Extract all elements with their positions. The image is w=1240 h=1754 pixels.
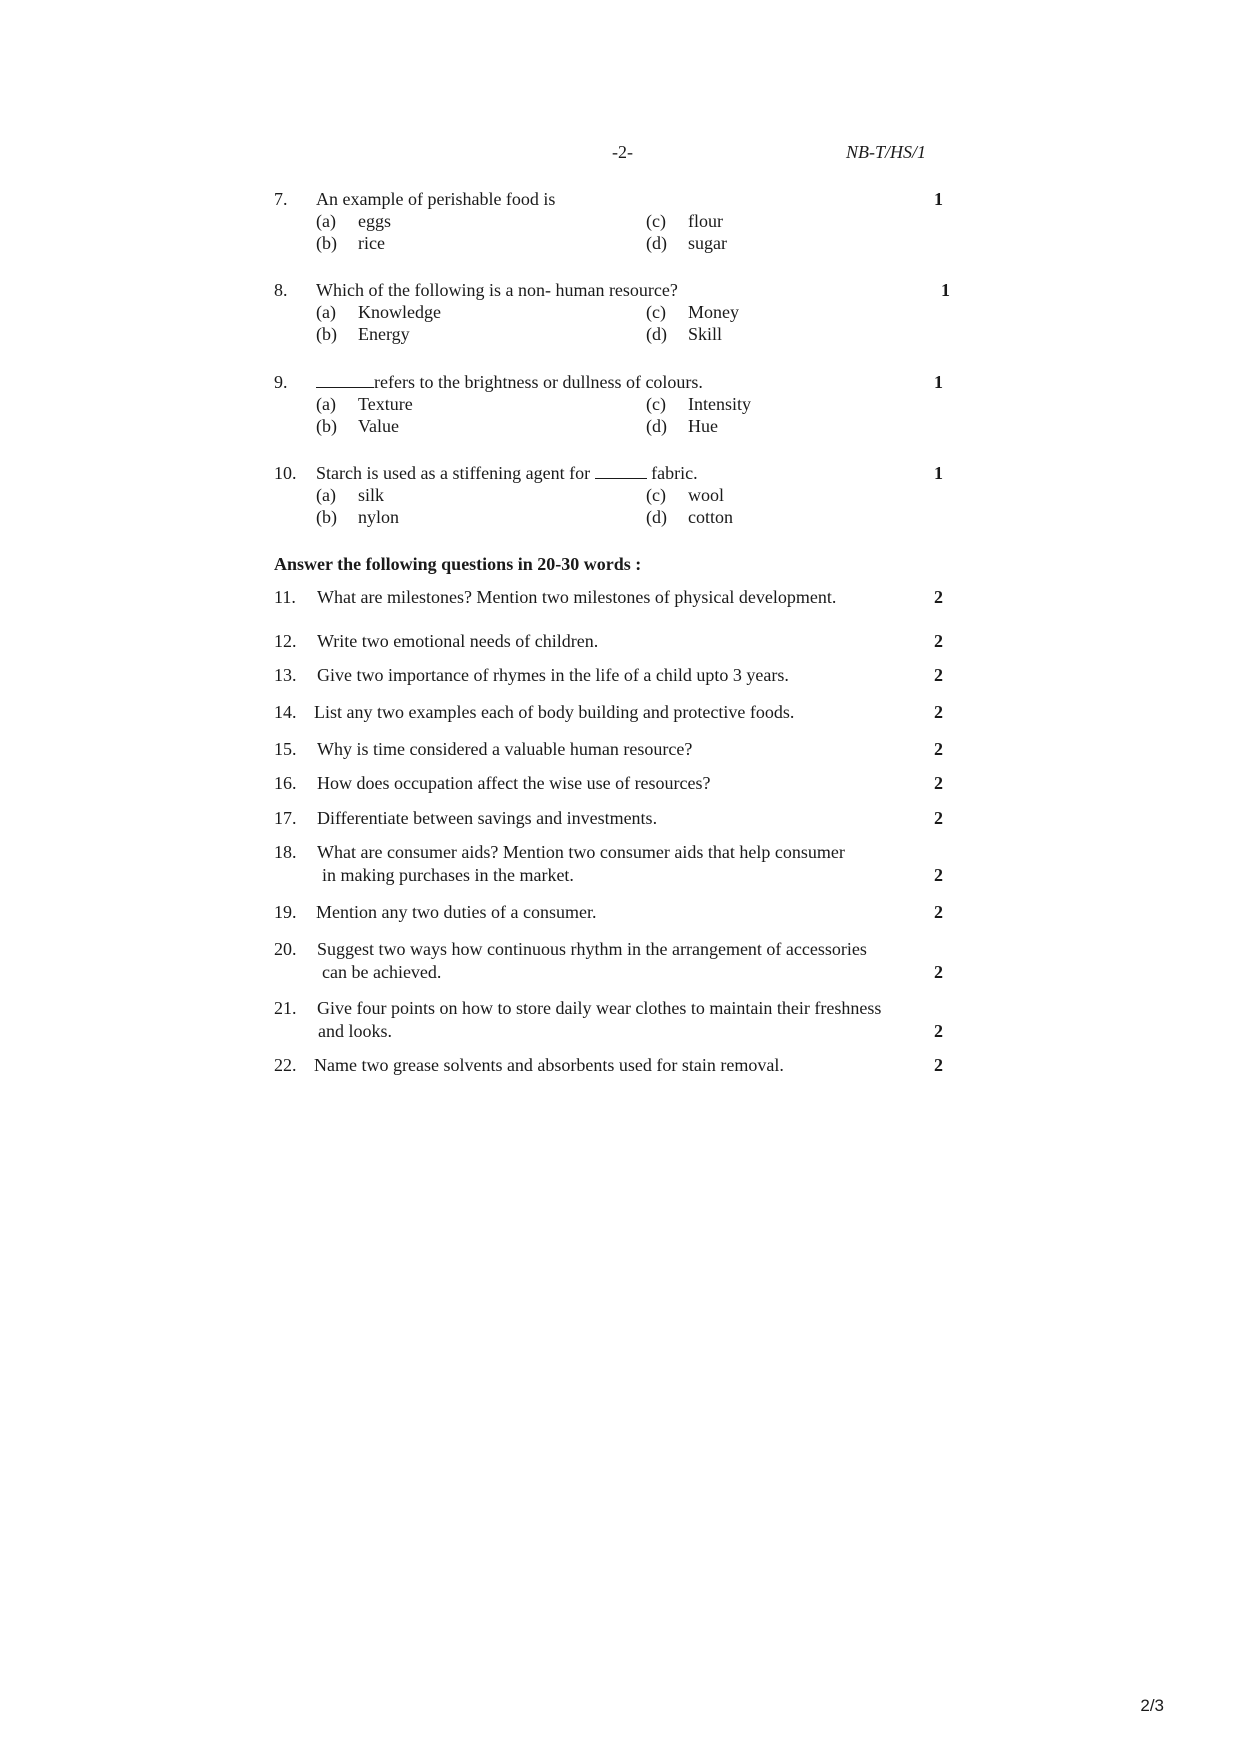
question-number: 20. <box>274 939 297 959</box>
option-label: (a) <box>316 302 336 322</box>
option-label: (a) <box>316 394 336 414</box>
marks: 2 <box>934 587 943 607</box>
paper-code: NB-T/HS/1 <box>846 142 927 162</box>
option-text: nylon <box>358 507 400 527</box>
question-text <box>316 373 703 391</box>
option-d <box>646 508 733 526</box>
option-label: (c) <box>646 302 666 322</box>
page-indicator: 2/3 <box>1140 1696 1164 1715</box>
option-label: (b) <box>316 233 337 253</box>
question-number: 9. <box>274 372 288 392</box>
option-text: silk <box>358 485 385 505</box>
question-text: An example of perishable food is <box>316 189 556 209</box>
option-text: wool <box>688 485 724 505</box>
question-text-after: fabric. <box>651 463 698 483</box>
option-a <box>316 303 441 321</box>
question-number: 16. <box>274 773 297 793</box>
option-text: Hue <box>688 416 718 436</box>
question-number: 14. <box>274 702 297 722</box>
option-text: eggs <box>358 211 391 231</box>
option-a <box>316 212 391 230</box>
question-text: Suggest two ways how continuous rhythm in the arrangement of accessories <box>317 939 867 959</box>
question-text: Write two emotional needs of children. <box>317 631 599 651</box>
question-number: 10. <box>274 463 297 483</box>
question-text: Mention any two duties of a consumer. <box>316 902 597 922</box>
question-number: 12. <box>274 631 297 651</box>
option-text: cotton <box>688 507 733 527</box>
option-label: (a) <box>316 211 336 231</box>
marks: 2 <box>934 1055 943 1075</box>
option-c <box>646 303 739 321</box>
fill-blank <box>316 373 374 388</box>
option-label: (c) <box>646 485 666 505</box>
option-label: (b) <box>316 416 337 436</box>
question-text: Why is time considered a valuable human resource? <box>317 739 693 759</box>
question-text: How does occupation affect the wise use of resources? <box>317 773 711 793</box>
question-text: Give four points on how to store daily wear clothes to maintain their freshness <box>317 998 882 1018</box>
question-number: 22. <box>274 1055 297 1075</box>
question-text: List any two examples each of body building and protective foods. <box>314 702 795 722</box>
option-text: Intensity <box>688 394 751 414</box>
question-number: 17. <box>274 808 297 828</box>
question-number: 7. <box>274 189 288 209</box>
question-text: Name two grease solvents and absorbents used for stain removal. <box>314 1055 784 1075</box>
option-label: (c) <box>646 211 666 231</box>
option-text: sugar <box>688 233 727 253</box>
option-a <box>316 486 384 504</box>
marks: 2 <box>934 902 943 922</box>
marks: 2 <box>934 631 943 651</box>
option-c <box>646 486 724 504</box>
option-b <box>316 325 410 343</box>
option-text: Energy <box>358 324 410 344</box>
question-text: Which of the following is a non- human resource? <box>316 280 678 300</box>
option-b <box>316 508 399 526</box>
question-number: 11. <box>274 587 296 607</box>
question-number: 18. <box>274 842 297 862</box>
option-b <box>316 417 399 435</box>
option-text: Value <box>358 416 399 436</box>
question-number: 19. <box>274 902 297 922</box>
marks: 1 <box>934 189 943 209</box>
option-c <box>646 395 751 413</box>
question-text: What are milestones? Mention two milestones of physical development. <box>317 587 837 607</box>
option-d <box>646 325 722 343</box>
marks: 2 <box>934 702 943 722</box>
marks: 2 <box>934 962 943 982</box>
fill-blank <box>595 464 647 479</box>
page-number: -2- <box>612 142 633 162</box>
marks: 2 <box>934 1021 943 1041</box>
marks: 2 <box>934 773 943 793</box>
question-text-continued: and looks. <box>318 1021 392 1041</box>
question-number: 13. <box>274 665 297 685</box>
option-a <box>316 395 413 413</box>
question-text-body: refers to the brightness or dullness of colours. <box>374 372 703 392</box>
option-text: rice <box>358 233 385 253</box>
option-d <box>646 417 718 435</box>
option-text: Skill <box>688 324 723 344</box>
question-text-continued: in making purchases in the market. <box>322 865 574 885</box>
marks: 2 <box>934 665 943 685</box>
option-text: Knowledge <box>358 302 441 322</box>
option-text: Texture <box>358 394 413 414</box>
option-label: (b) <box>316 324 337 344</box>
option-d <box>646 234 727 252</box>
question-text: What are consumer aids? Mention two consumer aids that help consumer <box>317 842 845 862</box>
marks: 2 <box>934 808 943 828</box>
marks: 1 <box>934 372 943 392</box>
question-number: 15. <box>274 739 297 759</box>
marks: 1 <box>941 280 950 300</box>
option-label: (a) <box>316 485 336 505</box>
option-label: (d) <box>646 324 667 344</box>
question-text-continued: can be achieved. <box>322 962 442 982</box>
question-number: 21. <box>274 998 297 1018</box>
option-text: Money <box>688 302 739 322</box>
marks: 1 <box>934 463 943 483</box>
option-label: (d) <box>646 416 667 436</box>
question-text-before: Starch is used as a stiffening agent for <box>316 463 591 483</box>
question-number: 8. <box>274 280 288 300</box>
option-c <box>646 212 723 230</box>
option-label: (c) <box>646 394 666 414</box>
question-text: Differentiate between savings and investments. <box>317 808 658 828</box>
option-label: (b) <box>316 507 337 527</box>
question-text: Give two importance of rhymes in the life of a child upto 3 years. <box>317 665 789 685</box>
option-label: (d) <box>646 233 667 253</box>
marks: 2 <box>934 739 943 759</box>
question-text <box>316 464 698 482</box>
option-b <box>316 234 385 252</box>
option-label: (d) <box>646 507 667 527</box>
option-text: flour <box>688 211 723 231</box>
section-heading: Answer the following questions in 20-30 words : <box>274 554 642 574</box>
marks: 2 <box>934 865 943 885</box>
